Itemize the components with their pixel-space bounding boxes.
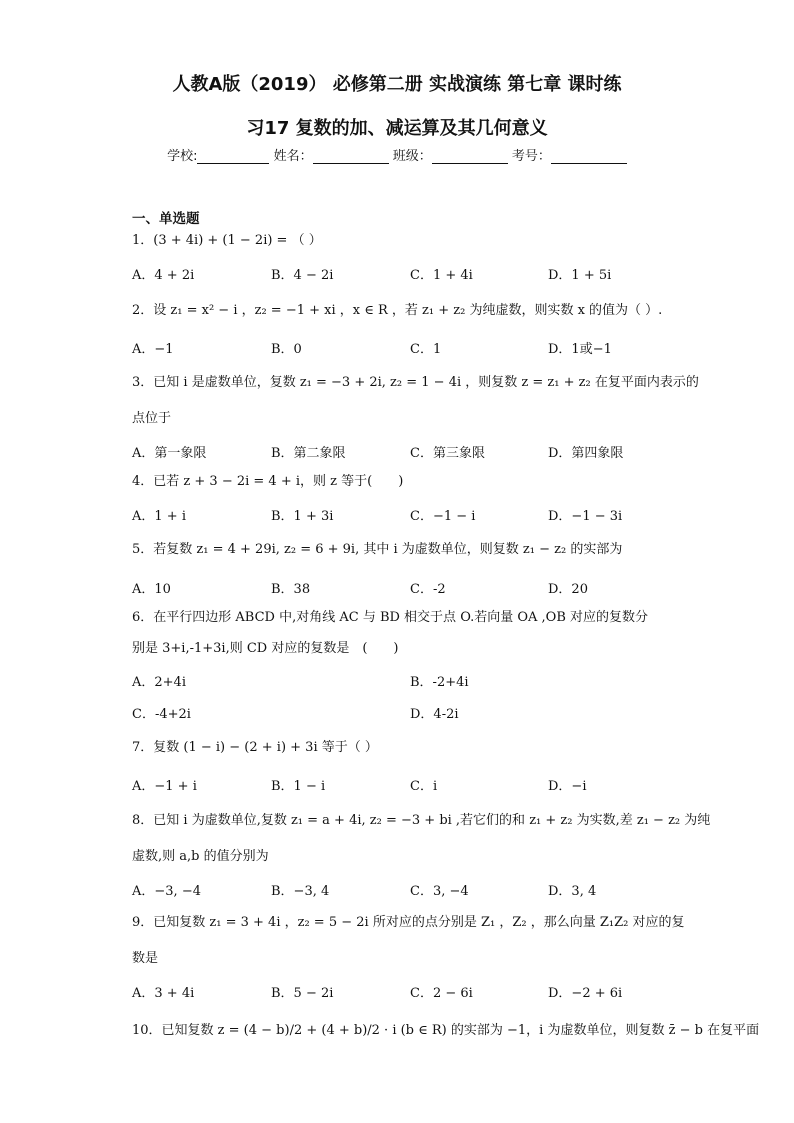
class-blank[interactable] — [432, 149, 508, 164]
title-line-2: 习17 复数的加、减运算及其几何意义 — [246, 118, 548, 139]
q5-option-c[interactable]: C．-2 — [410, 582, 446, 597]
question-7-stem: 7．复数 (1 − i) − (2 + i) + 3i 等于（ ） — [132, 740, 378, 755]
q4-option-a[interactable]: A．1 + i — [132, 509, 186, 524]
q7-option-b[interactable]: B．1 − i — [271, 779, 326, 794]
student-info — [0, 145, 794, 164]
question-2-stem: 2．设 z₁ = x² − i ，z₂ = −1 + xi ，x ∈ R ，若 z₁ + z₂ 为纯虚数，则实数 x 的值为（ ）. — [132, 303, 663, 318]
q8-option-b[interactable]: B．−3, 4 — [271, 884, 330, 899]
title-line-1: 人教A版（2019） 必修第二册 实战演练 第七章 课时练 — [172, 74, 622, 95]
q1-option-d[interactable]: D．1 + 5i — [548, 268, 612, 283]
q5-option-b[interactable]: B．38 — [271, 582, 311, 597]
number-label: 考号： — [511, 149, 551, 164]
question-8-stem-cont: 虚数,则 a,b 的值分别为 — [132, 849, 269, 864]
q6-option-c[interactable]: C．-4+2i — [132, 707, 191, 722]
q3-option-d[interactable]: D．第四象限 — [548, 446, 624, 461]
q4-option-b[interactable]: B．1 + 3i — [271, 509, 334, 524]
number-blank[interactable] — [551, 149, 627, 164]
q6-option-a[interactable]: A．2+4i — [132, 675, 186, 690]
question-1-stem: 1．(3 + 4i) + (1 − 2i) = （ ） — [132, 233, 322, 248]
question-9-stem: 9．已知复数 z₁ = 3 + 4i ，z₂ = 5 − 2i 所对应的点分别是 Z₁ ，Z₂ ，那么向量 Z₁Z₂ 对应的复 — [132, 915, 685, 930]
question-9-stem-cont: 数是 — [132, 951, 159, 966]
q7-option-d[interactable]: D．−i — [548, 779, 587, 794]
q9-option-b[interactable]: B．5 − 2i — [271, 986, 334, 1001]
q8-option-d[interactable]: D．3, 4 — [548, 884, 597, 899]
q9-option-d[interactable]: D．−2 + 6i — [548, 986, 623, 1001]
q3-option-a[interactable]: A．第一象限 — [132, 446, 207, 461]
q2-option-b[interactable]: B．0 — [271, 342, 302, 357]
q7-option-a[interactable]: A．−1 + i — [132, 779, 197, 794]
q3-option-b[interactable]: B．第二象限 — [271, 446, 346, 461]
question-10-stem: 10．已知复数 z = (4 − b)/2 + (4 + b)/2 · i (b ∈ R) 的实部为 −1，i 为虚数单位，则复数 z̄ − b 在复平面 — [132, 1023, 760, 1038]
q2-option-c[interactable]: C．1 — [410, 342, 442, 357]
q5-option-a[interactable]: A．10 — [132, 582, 171, 597]
q5-option-d[interactable]: D．20 — [548, 582, 588, 597]
q1-option-b[interactable]: B．4 − 2i — [271, 268, 334, 283]
question-3-stem-cont: 点位于 — [132, 411, 172, 426]
school-label: 学校: — [167, 149, 198, 164]
question-5-stem: 5．若复数 z₁ = 4 + 29i, z₂ = 6 + 9i, 其中 i 为虚数单位，则复数 z₁ − z₂ 的实部为 — [132, 542, 623, 557]
q8-option-a[interactable]: A．−3, −4 — [132, 884, 201, 899]
class-label: 班级： — [392, 149, 432, 164]
name-blank[interactable] — [313, 149, 389, 164]
q4-option-c[interactable]: C．−1 − i — [410, 509, 476, 524]
q1-option-c[interactable]: C．1 + 4i — [410, 268, 473, 283]
q2-option-d[interactable]: D．1或−1 — [548, 342, 612, 357]
q6-option-d[interactable]: D．4-2i — [410, 707, 459, 722]
school-blank[interactable] — [197, 149, 269, 164]
q1-option-a[interactable]: A．4 + 2i — [132, 268, 195, 283]
question-3-stem: 3．已知 i 是虚数单位，复数 z₁ = −3 + 2i, z₂ = 1 − 4i ，则复数 z = z₁ + z₂ 在复平面内表示的 — [132, 375, 699, 390]
q9-option-c[interactable]: C．2 − 6i — [410, 986, 473, 1001]
q3-option-c[interactable]: C．第三象限 — [410, 446, 485, 461]
q8-option-c[interactable]: C．3, −4 — [410, 884, 469, 899]
q9-option-a[interactable]: A．3 + 4i — [132, 986, 195, 1001]
question-6-stem: 6．在平行四边形 ABCD 中,对角线 AC 与 BD 相交于点 O.若向量 OA ,OB 对应的复数分 — [132, 610, 649, 625]
name-label: 姓名： — [273, 149, 313, 164]
q4-option-d[interactable]: D．−1 − 3i — [548, 509, 623, 524]
section-heading: 一、单选题 — [132, 211, 200, 227]
question-4-stem: 4．已若 z + 3 − 2i = 4 + i，则 z 等于( ) — [132, 474, 404, 489]
q2-option-a[interactable]: A．−1 — [132, 342, 174, 357]
question-6-stem-cont: 别是 3+i,-1+3i,则 CD 对应的复数是 ( ) — [132, 641, 399, 656]
q7-option-c[interactable]: C．i — [410, 779, 438, 794]
q6-option-b[interactable]: B．-2+4i — [410, 675, 469, 690]
question-8-stem: 8．已知 i 为虚数单位,复数 z₁ = a + 4i, z₂ = −3 + bi ,若它们的和 z₁ + z₂ 为实数,差 z₁ − z₂ 为纯 — [132, 813, 711, 828]
